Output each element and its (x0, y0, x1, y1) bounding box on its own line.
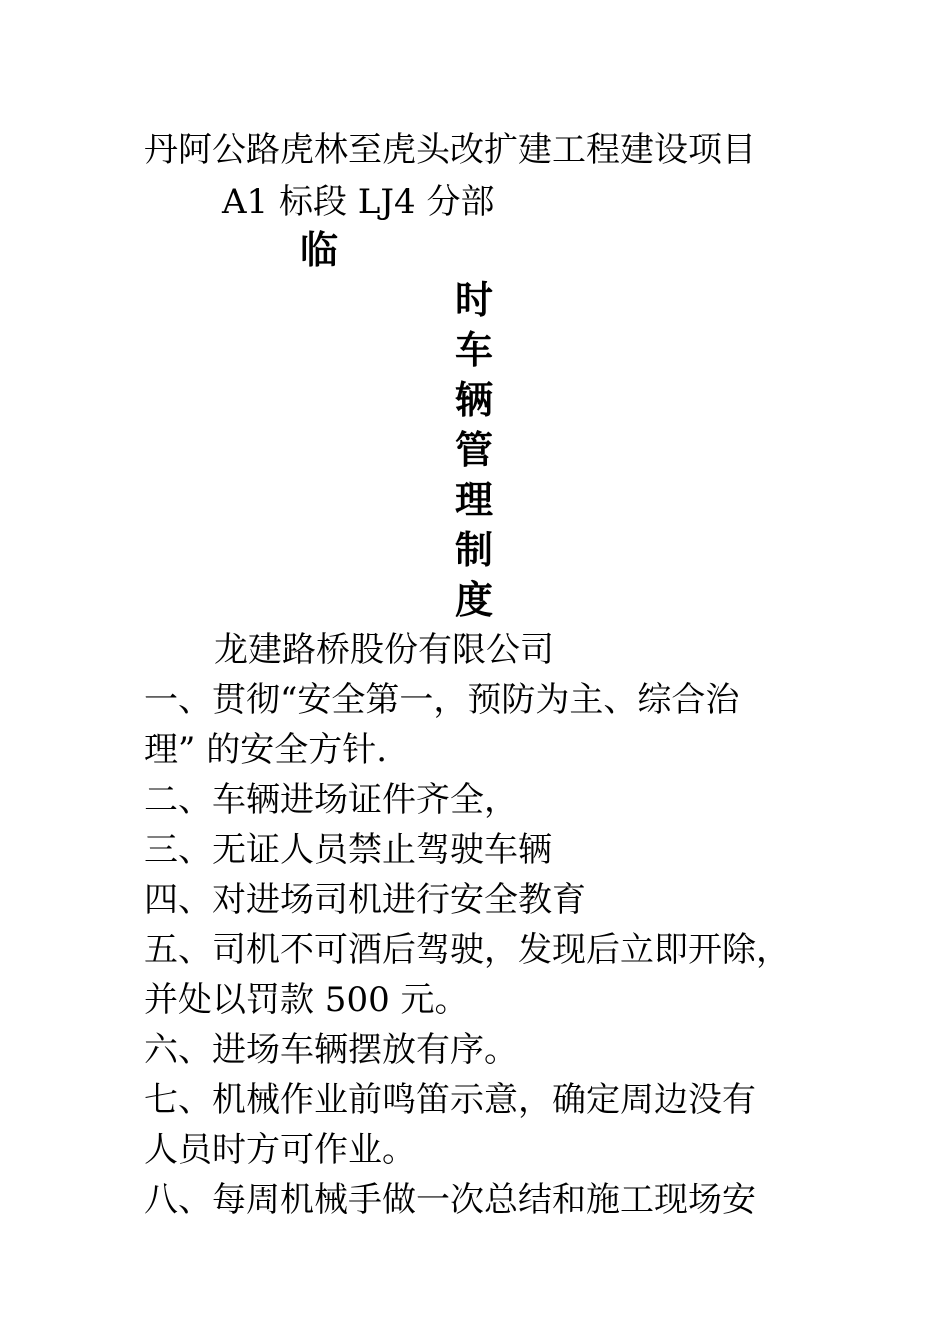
rule-line: 七、机械作业前鸣笛示意，确定周边没有 (144, 1080, 756, 1120)
rule-line: 二、车辆进场证件齐全， (144, 780, 518, 820)
rule-line: 四、对进场司机进行安全教育 (144, 880, 586, 920)
rule-line: 理” 的安全方针. (144, 730, 387, 770)
project-title: 丹阿公路虎林至虎头改扩建工程建设项目 (144, 130, 756, 170)
title-char: 时 (455, 278, 494, 322)
title-char: 管 (455, 428, 494, 472)
rule-line: 五、司机不可酒后驾驶，发现后立即开除， (144, 930, 790, 970)
title-char: 辆 (455, 378, 494, 422)
rule-line: 三、无证人员禁止驾驶车辆 (144, 830, 552, 870)
title-char: 理 (455, 478, 494, 522)
rule-line: 人员时方可作业。 (144, 1130, 416, 1170)
section-title: A1 标段 LJ4 分部 (222, 182, 495, 222)
rule-line: 一、贯彻“安全第一，预防为主、综合治 (144, 680, 740, 720)
title-char: 临 (300, 228, 339, 272)
title-char: 制 (455, 528, 494, 572)
company-name: 龙建路桥股份有限公司 (214, 630, 554, 670)
rule-line: 八、每周机械手做一次总结和施工现场安 (144, 1180, 756, 1220)
rule-line: 六、进场车辆摆放有序。 (144, 1030, 518, 1070)
rule-line: 并处以罚款 500 元。 (144, 980, 469, 1020)
title-char: 车 (455, 328, 494, 372)
title-char: 度 (455, 578, 494, 622)
